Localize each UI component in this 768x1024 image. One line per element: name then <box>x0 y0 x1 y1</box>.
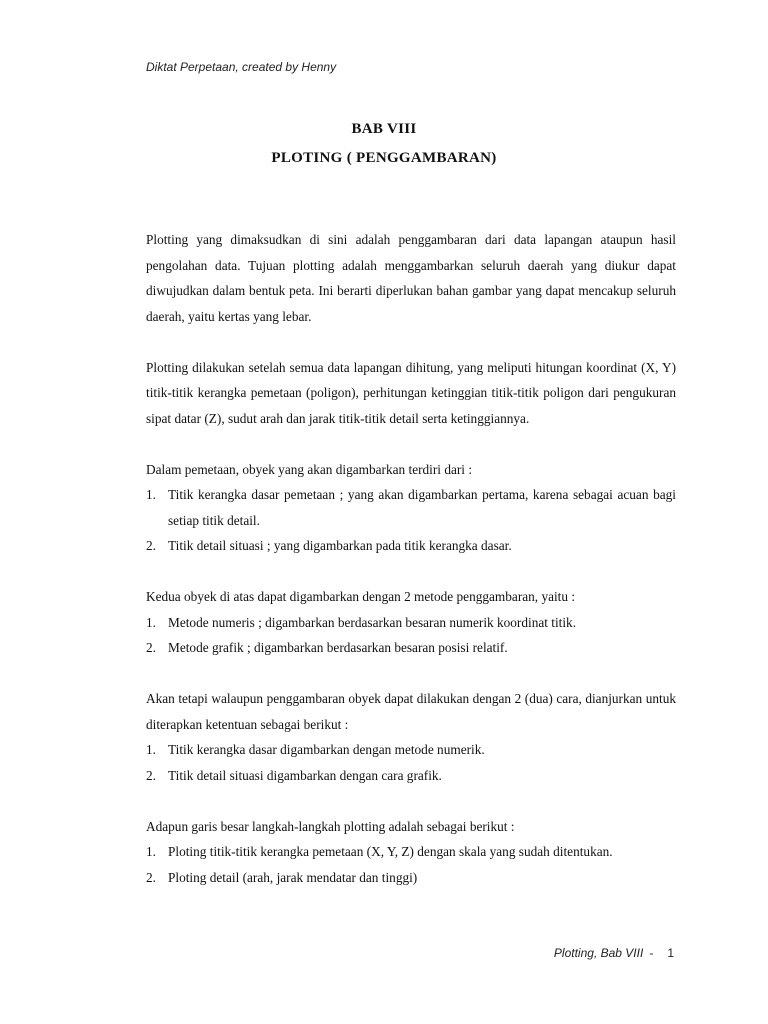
list-item <box>146 482 676 533</box>
list-item <box>146 839 676 865</box>
paragraph-rules: Akan tetapi walaupun penggambaran obyek dapat dilakukan dengan 2 (dua) cara, dianjurkan untuk diterapkan ketentuan sebagai berikut : <box>146 691 676 732</box>
chapter-heading: BAB VIII <box>351 121 417 137</box>
objects-list <box>146 482 676 559</box>
list-item-text: Titik detail situasi digambarkan dengan cara grafik. <box>168 767 442 783</box>
steps-list <box>146 839 676 890</box>
list-item-text: Metode grafik ; digambarkan berdasarkan besaran posisi relatif. <box>168 640 508 655</box>
list-number: 2. <box>146 538 156 553</box>
list-item <box>146 533 676 559</box>
page-number: 1 <box>667 946 674 960</box>
list-item-text: Titik kerangka dasar pemetaan ; yang akan digambarkan pertama, karena sebagai acuan bagi setiap titik detail. <box>168 487 676 528</box>
list-item-text: Titik kerangka dasar digambarkan dengan metode numerik. <box>168 742 485 757</box>
running-header: Diktat Perpetaan, created by Henny <box>146 60 337 74</box>
footer-separator: - <box>649 946 654 960</box>
list-item <box>146 737 676 763</box>
paragraph-process: Plotting dilakukan setelah semua data lapangan dihitung, yang meliputi hitungan koordinat (X, Y) titik-titik kerangka pemetaan (poligon), perhitungan ketinggian titik-titik poligon dari pengukuran sipat datar (Z), sudut arah dan jarak titik-titik detail serta ketinggiannya. <box>146 359 676 426</box>
paragraph-objects: Dalam pemetaan, obyek yang akan digambarkan terdiri dari : <box>146 461 473 477</box>
list-number: 2. <box>146 869 156 885</box>
list-number: 2. <box>146 640 156 655</box>
list-item-text: Ploting titik-titik kerangka pemetaan (X, Y, Z) dengan skala yang sudah ditentukan. <box>168 844 613 859</box>
list-item-text: Titik detail situasi ; yang digambarkan pada titik kerangka dasar. <box>168 538 512 553</box>
footer-label: Plotting, Bab VIII <box>553 946 644 960</box>
list-number: 1. <box>146 742 156 757</box>
chapter-title: PLOTING ( PENGGAMBARAN) <box>271 150 497 166</box>
list-item-text: Ploting detail (arah, jarak mendatar dan tinggi) <box>168 869 418 885</box>
methods-list <box>146 610 676 661</box>
paragraph-methods: Kedua obyek di atas dapat digambarkan dengan 2 metode penggambaran, yaitu : <box>146 589 576 604</box>
list-number: 1. <box>146 844 156 859</box>
list-number: 1. <box>146 487 156 502</box>
list-item-text: Metode numeris ; digambarkan berdasarkan besaran numerik koordinat titik. <box>168 614 577 630</box>
paragraph-intro: Plotting yang dimaksudkan di sini adalah penggambaran dari data lapangan ataupun hasil pengolahan data. Tujuan plotting adalah menggambarkan seluruh daerah yang diukur dapat diwujudkan dalam bentuk peta. Ini berarti diperlukan bahan gambar yang dapat mencakup seluruh daerah, yaitu kertas yang lebar. <box>146 232 676 324</box>
list-number: 2. <box>146 767 156 783</box>
list-item <box>146 763 676 789</box>
page-footer <box>554 946 674 960</box>
rules-list <box>146 737 676 788</box>
paragraph-steps: Adapun garis besar langkah-langkah plotting adalah sebagai berikut : <box>146 818 515 834</box>
document-body <box>146 227 676 916</box>
list-number: 1. <box>146 614 156 630</box>
list-item <box>146 865 676 891</box>
list-item <box>146 635 676 661</box>
list-item <box>146 610 676 636</box>
